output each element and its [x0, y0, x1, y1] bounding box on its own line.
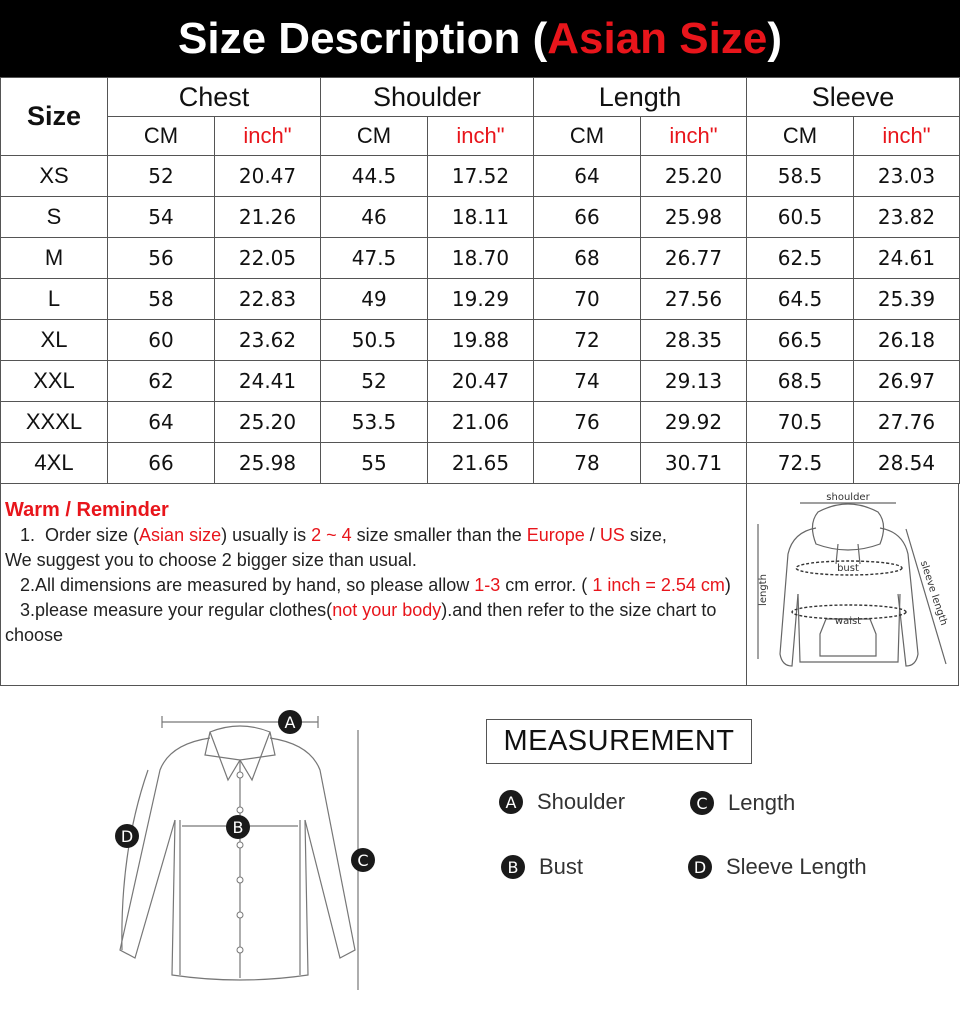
- size-cell: M: [1, 238, 108, 279]
- value-cell: 55: [321, 443, 428, 484]
- table-row: [1, 238, 960, 279]
- size-table: [0, 77, 960, 484]
- shirt-marker-a: A: [284, 713, 296, 732]
- value-cell: 60: [108, 320, 215, 361]
- shirt-marker-d: D: [120, 827, 134, 846]
- size-header: Size: [1, 78, 108, 156]
- value-cell: 49: [321, 279, 428, 320]
- size-cell: S: [1, 197, 108, 238]
- group-length: Length: [534, 78, 747, 117]
- value-cell: 46: [321, 197, 428, 238]
- value-cell: 26.18: [854, 320, 960, 361]
- value-cell: 64: [534, 156, 641, 197]
- measurement-title: MEASUREMENT: [486, 719, 752, 764]
- value-cell: 44.5: [321, 156, 428, 197]
- size-cell: XL: [1, 320, 108, 361]
- legend-shoulder: [499, 789, 625, 815]
- value-cell: 24.61: [854, 238, 960, 279]
- value-cell: 58: [108, 279, 215, 320]
- size-cell: L: [1, 279, 108, 320]
- legend-label: Bust: [539, 854, 584, 879]
- size-cell: 4XL: [1, 443, 108, 484]
- value-cell: 25.39: [854, 279, 960, 320]
- group-chest: Chest: [108, 78, 321, 117]
- letter-badge: A: [499, 790, 523, 814]
- value-cell: 28.35: [641, 320, 747, 361]
- letter-badge: C: [690, 791, 714, 815]
- unit-cm: CM: [321, 117, 428, 156]
- value-cell: 22.83: [215, 279, 321, 320]
- hoodie-sleeve-label: sleeve length: [917, 559, 950, 627]
- value-cell: 72: [534, 320, 641, 361]
- value-cell: 64: [108, 402, 215, 443]
- value-cell: 52: [108, 156, 215, 197]
- title-bar: [0, 0, 960, 77]
- value-cell: 25.20: [215, 402, 321, 443]
- value-cell: 21.06: [428, 402, 534, 443]
- value-cell: 28.54: [854, 443, 960, 484]
- value-cell: 18.70: [428, 238, 534, 279]
- value-cell: 25.98: [215, 443, 321, 484]
- value-cell: 64.5: [747, 279, 854, 320]
- letter-badge: B: [501, 855, 525, 879]
- value-cell: 74: [534, 361, 641, 402]
- value-cell: 23.62: [215, 320, 321, 361]
- value-cell: 18.11: [428, 197, 534, 238]
- hoodie-bust-label: bust: [837, 563, 859, 574]
- table-row: [1, 320, 960, 361]
- value-cell: 27.56: [641, 279, 747, 320]
- value-cell: 29.13: [641, 361, 747, 402]
- group-sleeve: Sleeve: [747, 78, 960, 117]
- value-cell: 70: [534, 279, 641, 320]
- value-cell: 68.5: [747, 361, 854, 402]
- value-cell: 52: [321, 361, 428, 402]
- value-cell: 26.77: [641, 238, 747, 279]
- note-2: 2.All dimensions are measured by hand, so please allow 1-3 cm error. ( 1 inch = 2.54 cm): [5, 575, 731, 595]
- hoodie-shoulder-label: shoulder: [826, 492, 870, 503]
- legend-label: Sleeve Length: [726, 854, 867, 879]
- legend-bust: [501, 854, 583, 880]
- value-cell: 20.47: [428, 361, 534, 402]
- hoodie-waist-label: waist: [834, 616, 862, 627]
- unit-inch: inch": [854, 117, 960, 156]
- unit-inch: inch": [428, 117, 534, 156]
- legend-length: [690, 790, 795, 816]
- value-cell: 24.41: [215, 361, 321, 402]
- title-accent: Asian Size: [547, 13, 768, 63]
- legend-sleeve-length: [688, 854, 867, 880]
- value-cell: 66: [108, 443, 215, 484]
- value-cell: 23.03: [854, 156, 960, 197]
- value-cell: 70.5: [747, 402, 854, 443]
- page-title: Size Description (Asian Size): [178, 13, 782, 63]
- shirt-marker-c: C: [357, 851, 369, 870]
- value-cell: 60.5: [747, 197, 854, 238]
- value-cell: 54: [108, 197, 215, 238]
- value-cell: 25.98: [641, 197, 747, 238]
- table-row: [1, 156, 960, 197]
- unit-inch: inch": [641, 117, 747, 156]
- value-cell: 78: [534, 443, 641, 484]
- unit-cm: CM: [747, 117, 854, 156]
- value-cell: 27.76: [854, 402, 960, 443]
- group-shoulder: Shoulder: [321, 78, 534, 117]
- value-cell: 22.05: [215, 238, 321, 279]
- value-cell: 58.5: [747, 156, 854, 197]
- value-cell: 47.5: [321, 238, 428, 279]
- value-cell: 53.5: [321, 402, 428, 443]
- value-cell: 23.82: [854, 197, 960, 238]
- value-cell: 50.5: [321, 320, 428, 361]
- reminder-panel: [0, 484, 959, 686]
- value-cell: 62.5: [747, 238, 854, 279]
- value-cell: 56: [108, 238, 215, 279]
- hoodie-diagram: [748, 484, 959, 685]
- unit-cm: CM: [108, 117, 215, 156]
- value-cell: 21.26: [215, 197, 321, 238]
- size-cell: XS: [1, 156, 108, 197]
- value-cell: 68: [534, 238, 641, 279]
- value-cell: 19.88: [428, 320, 534, 361]
- unit-inch: inch": [215, 117, 321, 156]
- panel-divider: [746, 484, 747, 685]
- table-row: [1, 402, 960, 443]
- value-cell: 21.65: [428, 443, 534, 484]
- table-row: [1, 279, 960, 320]
- unit-cm: CM: [534, 117, 641, 156]
- value-cell: 30.71: [641, 443, 747, 484]
- size-cell: XXL: [1, 361, 108, 402]
- note-1: 1. Order size (Asian size) usually is 2 ~ 4 size smaller than the Europe / US size,: [5, 525, 667, 545]
- table-row: [1, 443, 960, 484]
- shirt-marker-b: B: [232, 818, 244, 837]
- value-cell: 25.20: [641, 156, 747, 197]
- size-cell: XXXL: [1, 402, 108, 443]
- value-cell: 29.92: [641, 402, 747, 443]
- value-cell: 66.5: [747, 320, 854, 361]
- value-cell: 72.5: [747, 443, 854, 484]
- hoodie-length-label: length: [758, 574, 769, 606]
- value-cell: 76: [534, 402, 641, 443]
- legend-label: Length: [728, 790, 796, 815]
- value-cell: 66: [534, 197, 641, 238]
- reminder-heading: Warm / Reminder: [5, 499, 169, 521]
- value-cell: 19.29: [428, 279, 534, 320]
- note-3: 3.please measure your regular clothes(not your body).and then refer to the size chart to choose: [5, 600, 722, 645]
- table-row: [1, 197, 960, 238]
- note-1-cont: We suggest you to choose 2 bigger size than usual.: [5, 550, 417, 570]
- shirt-diagram: [100, 700, 400, 1000]
- legend-label: Shoulder: [537, 789, 626, 814]
- value-cell: 62: [108, 361, 215, 402]
- reminder-text: [5, 498, 743, 648]
- letter-badge: D: [688, 855, 712, 879]
- value-cell: 20.47: [215, 156, 321, 197]
- value-cell: 26.97: [854, 361, 960, 402]
- value-cell: 17.52: [428, 156, 534, 197]
- table-row: [1, 361, 960, 402]
